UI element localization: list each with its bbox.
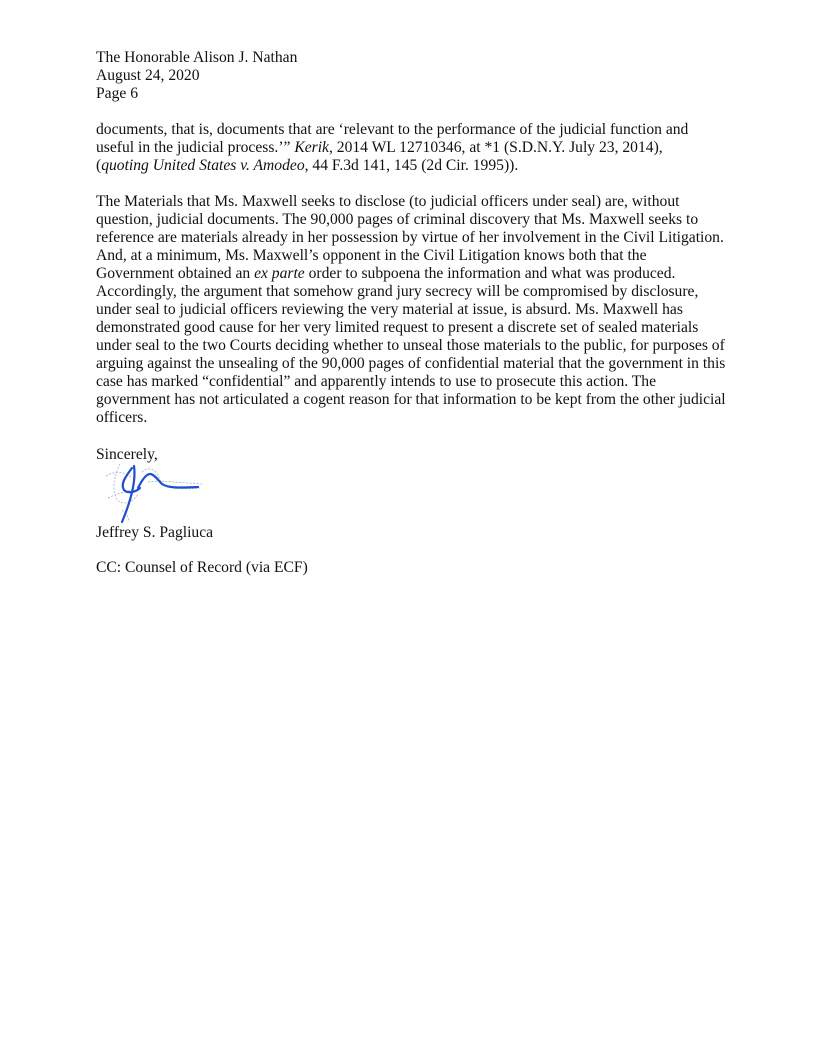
date-line: August 24, 2020 bbox=[96, 67, 200, 84]
paragraph-1-line-3-open: ( bbox=[96, 157, 102, 174]
signer-name: Jeffrey S. Pagliuca bbox=[96, 524, 214, 541]
paragraph-1-line-2-text: useful in the judicial process.’” bbox=[96, 139, 295, 156]
closing-salutation: Sincerely, bbox=[96, 446, 158, 463]
paragraph-citation bbox=[96, 121, 726, 175]
page-number: Page 6 bbox=[96, 85, 139, 102]
paragraph-1-line-1: documents, that is, documents that are ‘relevant to the performance of the judicial function and bbox=[96, 121, 689, 138]
paragraph-argument bbox=[96, 193, 726, 427]
paragraph-2-text-b: order to subpoena the information and what was produced. Accordingly, the argument that somehow grand jury secrecy will be compromised by disclosure, under seal to judicial officers reviewing the very material at issue, is absurd. Ms. Maxwell has demonstrated good cause for her very limited request to present a discrete set of sealed materials under seal to the two Courts deciding whether to unseal those materials to the public, for purposes of arguing against the unsealing of the 90,000 pages of confidential material that the government in this case has marked “confidential” and apparently intends to use to prosecute this action. The government has not articulated a cogent reason for that information to be kept from the other judicial officers. bbox=[96, 265, 726, 426]
paragraph-1-line-2-cite: , 2014 WL 12710346, at *1 (S.D.N.Y. July 23, 2014), bbox=[328, 139, 663, 156]
ex-parte-term: ex parte bbox=[254, 265, 305, 282]
paragraph-2-text-a: The Materials that Ms. Maxwell seeks to disclose (to judicial officers under seal) are, without question, judicial documents. The 90,000 pages of criminal discovery that Ms. Maxwell seeks to reference are materials already in her possession by virtue of her involvement in the Civil Litigation. And, at a minimum, Ms. Maxwell’s opponent in the Civil Litigation knows both that the Government obtained an bbox=[96, 193, 724, 282]
paragraph-1-line-3-cite: , 44 F.3d 141, 145 (2d Cir. 1995)). bbox=[304, 157, 519, 174]
letter-page bbox=[96, 49, 726, 577]
cc-line: CC: Counsel of Record (via ECF) bbox=[96, 559, 308, 576]
letter-header bbox=[96, 49, 726, 103]
signature bbox=[96, 464, 216, 522]
signature-image bbox=[102, 458, 212, 524]
case-name-kerik: Kerik bbox=[294, 139, 329, 156]
case-name-amodeo: quoting United States v. Amodeo bbox=[101, 157, 305, 174]
recipient-line: The Honorable Alison J. Nathan bbox=[96, 49, 298, 66]
